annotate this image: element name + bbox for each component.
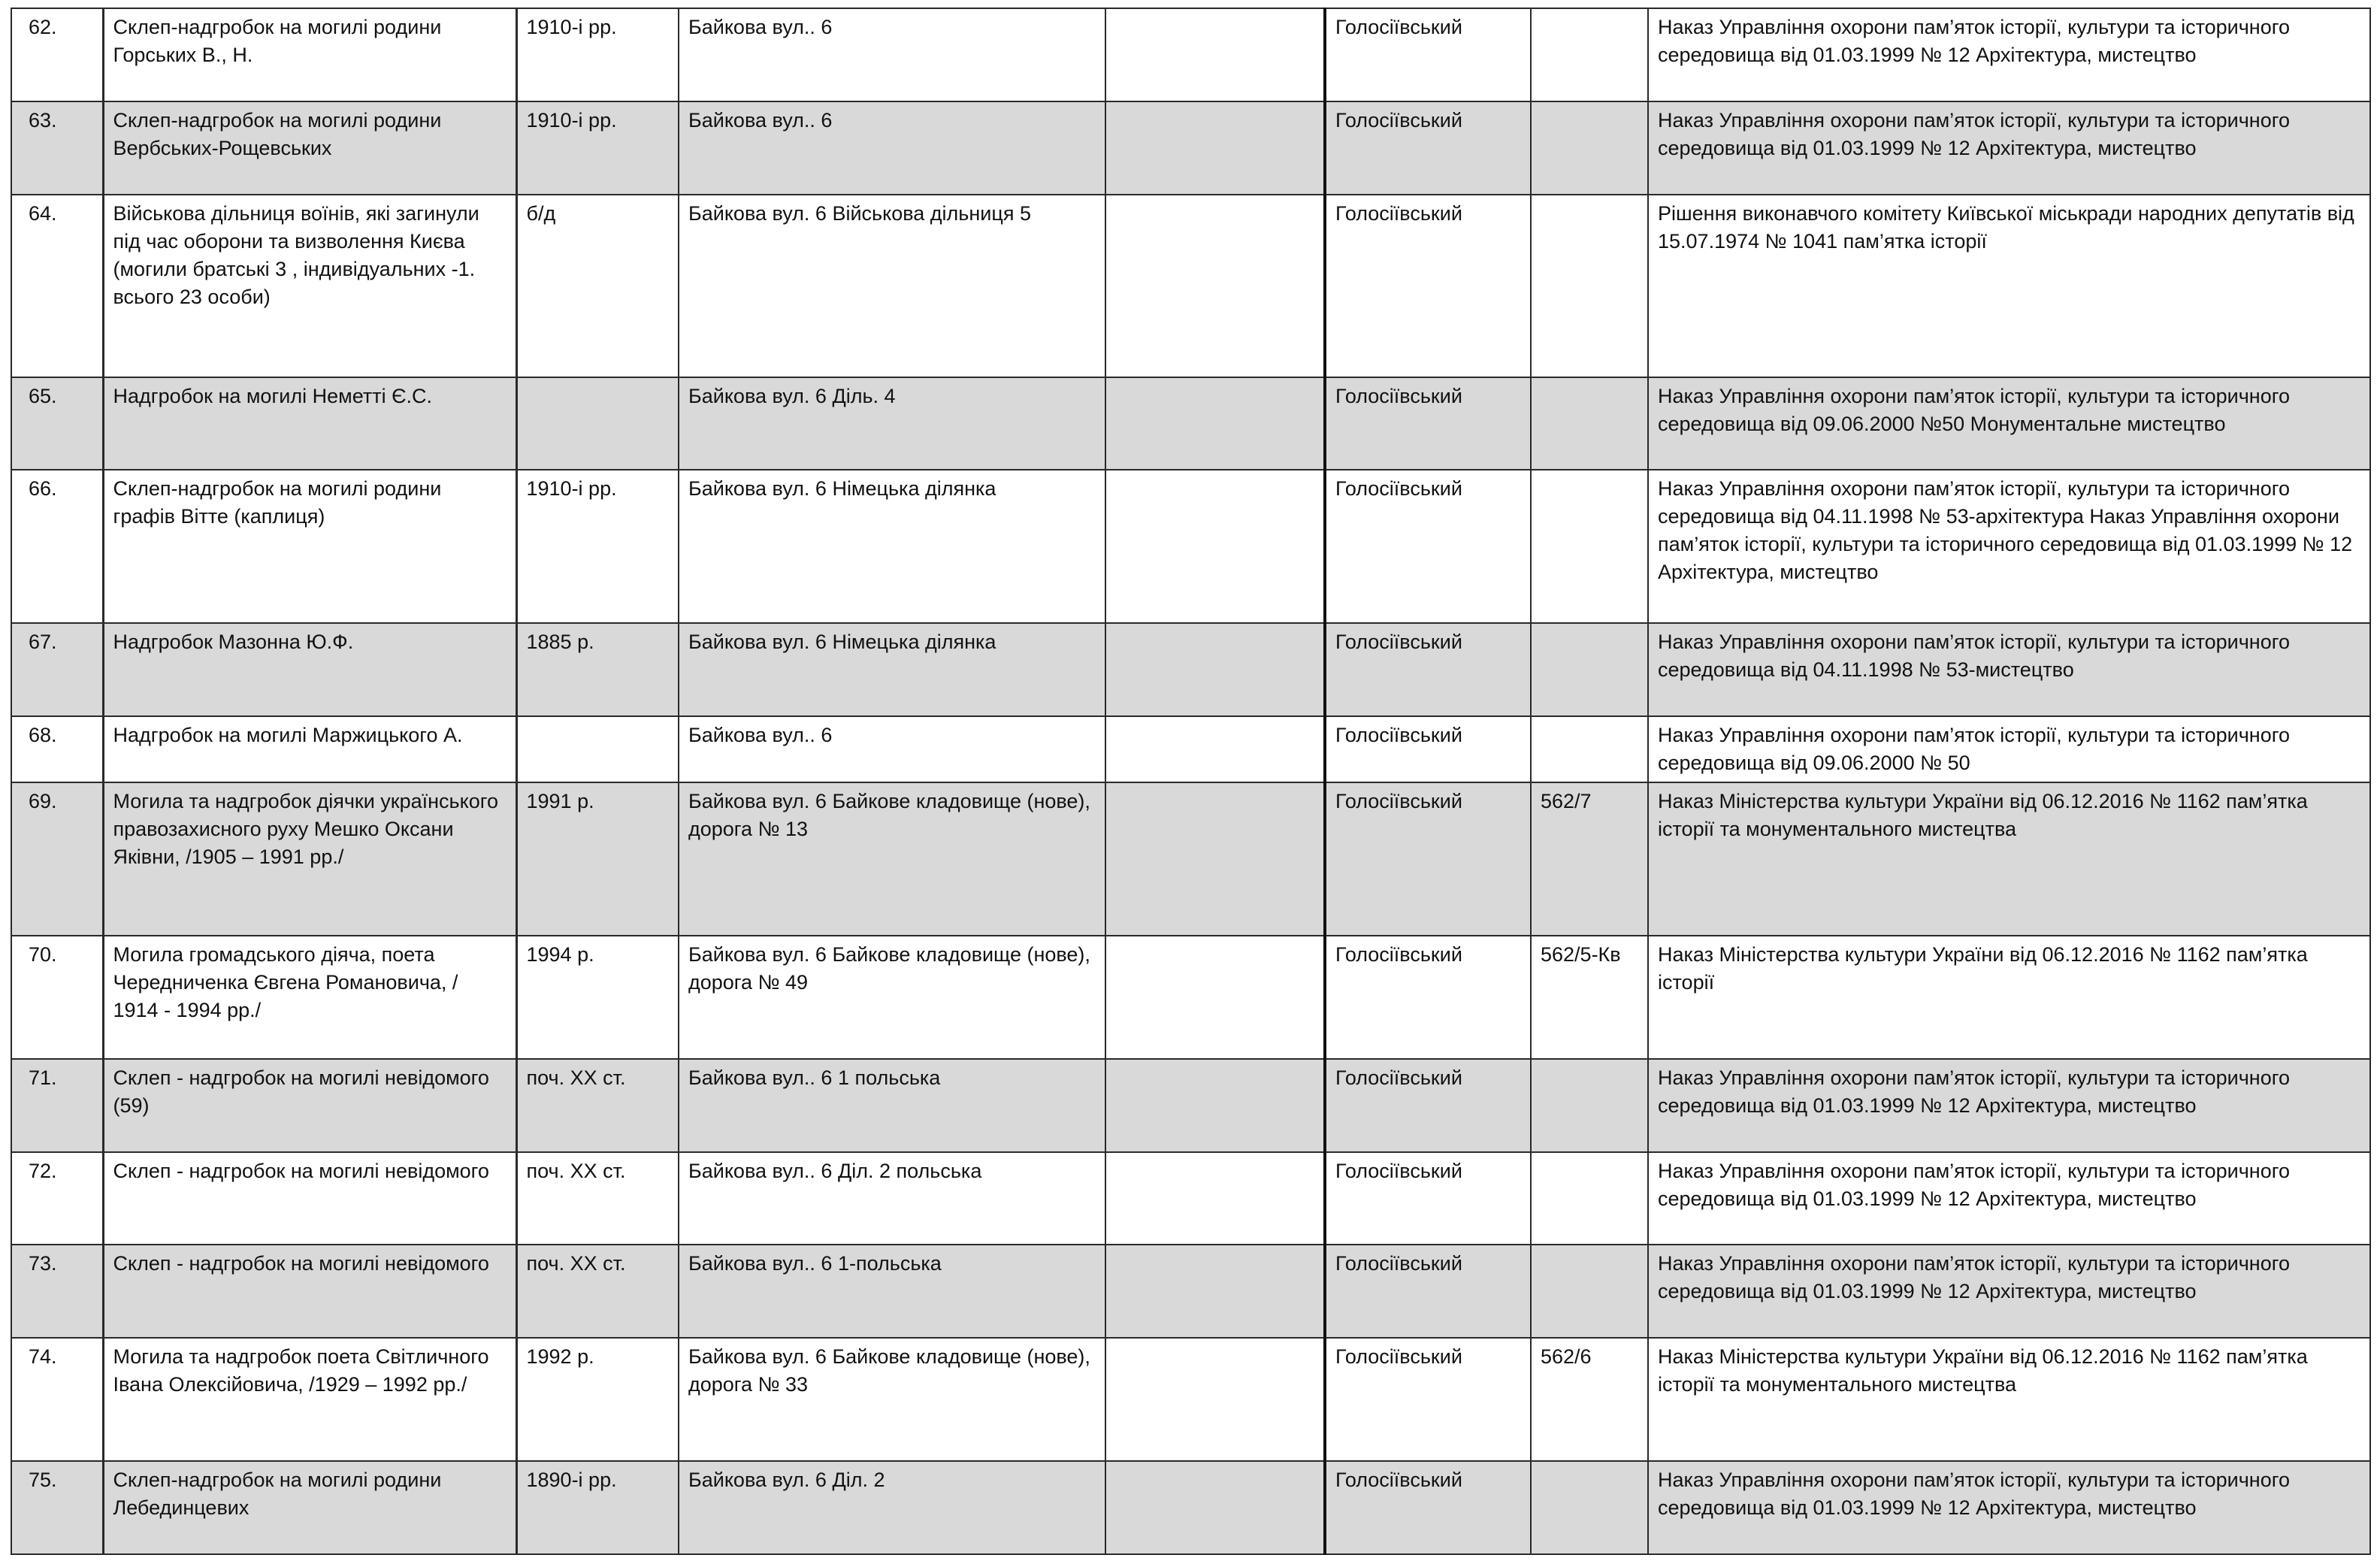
district-name: Голосіївський <box>1325 623 1531 716</box>
empty-cell <box>1105 1152 1325 1245</box>
monument-address: Байкова вул. 6 Байкове кладовище (нове), дорога № 49 <box>679 936 1105 1059</box>
protection-number: 562/7 <box>1531 782 1648 936</box>
row-number: 72. <box>11 1152 103 1245</box>
monument-name: Склеп-надгробок на могилі родини Лебединцевих <box>103 1461 516 1554</box>
empty-cell <box>1105 1338 1325 1461</box>
monument-date: 1890-і рр. <box>516 1461 679 1554</box>
legal-document: Наказ Управління охорони пам’яток історії, культури та історичного середовища від 01.03.1999 № 12 Архітектура, мистецтво <box>1648 1245 2370 1338</box>
protection-number <box>1531 1461 1648 1554</box>
table-row <box>11 101 2370 195</box>
monument-date: 1910-і рр. <box>516 8 679 101</box>
empty-cell <box>1105 1461 1325 1554</box>
protection-number <box>1531 195 1648 377</box>
monument-name: Надгробок на могилі Неметті Є.С. <box>103 377 516 470</box>
district-name: Голосіївський <box>1325 936 1531 1059</box>
legal-document: Наказ Управління охорони пам’яток історії, культури та історичного середовища від 09.06.2000 №50 Монументальне мистецтво <box>1648 377 2370 470</box>
empty-cell <box>1105 470 1325 623</box>
monument-name: Могила громадського діяча, поета Чередниченка Євгена Романовича, / 1914 - 1994 рр./ <box>103 936 516 1059</box>
district-name: Голосіївський <box>1325 101 1531 195</box>
row-number: 65. <box>11 377 103 470</box>
table-row <box>11 377 2370 470</box>
legal-document: Наказ Міністерства культури України від 06.12.2016 № 1162 пам’ятка історії та монументального мистецтва <box>1648 1338 2370 1461</box>
monument-address: Байкова вул. 6 Військова дільниця 5 <box>679 195 1105 377</box>
monument-name: Склеп-надгробок на могилі родини Вербських-Рощевських <box>103 101 516 195</box>
empty-cell <box>1105 716 1325 782</box>
row-number: 64. <box>11 195 103 377</box>
monument-date <box>516 716 679 782</box>
protection-number <box>1531 1059 1648 1152</box>
row-number: 71. <box>11 1059 103 1152</box>
table-row <box>11 936 2370 1059</box>
district-name: Голосіївський <box>1325 1338 1531 1461</box>
district-name: Голосіївський <box>1325 716 1531 782</box>
empty-cell <box>1105 782 1325 936</box>
monument-name: Надгробок Мазонна Ю.Ф. <box>103 623 516 716</box>
protection-number <box>1531 8 1648 101</box>
protection-number: 562/6 <box>1531 1338 1648 1461</box>
monument-name: Склеп-надгробок на могилі родини Горських В., Н. <box>103 8 516 101</box>
monument-date: 1910-і рр. <box>516 101 679 195</box>
table-row <box>11 716 2370 782</box>
row-number: 70. <box>11 936 103 1059</box>
legal-document: Рішення виконавчого комітету Київської міськради народних депутатів від 15.07.1974 № 1041 пам’ятка історії <box>1648 195 2370 377</box>
legal-document: Наказ Міністерства культури України від 06.12.2016 № 1162 пам’ятка історії <box>1648 936 2370 1059</box>
monument-name: Склеп - надгробок на могилі невідомого (59) <box>103 1059 516 1152</box>
row-number: 66. <box>11 470 103 623</box>
monument-address: Байкова вул. 6 Діль. 4 <box>679 377 1105 470</box>
table-row <box>11 1338 2370 1461</box>
monument-date: 1885 р. <box>516 623 679 716</box>
district-name: Голосіївський <box>1325 8 1531 101</box>
row-number: 68. <box>11 716 103 782</box>
monument-address: Байкова вул. 6 Німецька ділянка <box>679 470 1105 623</box>
legal-document: Наказ Управління охорони пам’яток історії, культури та історичного середовища від 01.03.1999 № 12 Архітектура, мистецтво <box>1648 1059 2370 1152</box>
table-row <box>11 1152 2370 1245</box>
monument-address: Байкова вул.. 6 <box>679 716 1105 782</box>
monument-address: Байкова вул.. 6 1-польська <box>679 1245 1105 1338</box>
legal-document: Наказ Управління охорони пам’яток історії, культури та історичного середовища від 04.11.1998 № 53-архітектура Наказ Управління охорони пам’яток історії, культури та історичного середовища від 01.03.1999 № 12 Архітектура, мистецтво <box>1648 470 2370 623</box>
protection-number <box>1531 470 1648 623</box>
district-name: Голосіївський <box>1325 782 1531 936</box>
monument-address: Байкова вул. 6 Німецька ділянка <box>679 623 1105 716</box>
row-number: 63. <box>11 101 103 195</box>
row-number: 62. <box>11 8 103 101</box>
legal-document: Наказ Управління охорони пам’яток історії, культури та історичного середовища від 09.06.2000 № 50 <box>1648 716 2370 782</box>
empty-cell <box>1105 8 1325 101</box>
protection-number <box>1531 623 1648 716</box>
row-number: 74. <box>11 1338 103 1461</box>
district-name: Голосіївський <box>1325 470 1531 623</box>
row-number: 75. <box>11 1461 103 1554</box>
district-name: Голосіївський <box>1325 195 1531 377</box>
monument-date <box>516 377 679 470</box>
row-number: 69. <box>11 782 103 936</box>
monument-address: Байкова вул. 6 Діл. 2 <box>679 1461 1105 1554</box>
monument-date: 1994 р. <box>516 936 679 1059</box>
district-name: Голосіївський <box>1325 1059 1531 1152</box>
table-row <box>11 782 2370 936</box>
empty-cell <box>1105 195 1325 377</box>
table-row <box>11 1245 2370 1338</box>
legal-document: Наказ Управління охорони пам’яток історії, культури та історичного середовища від 01.03.1999 № 12 Архітектура, мистецтво <box>1648 8 2370 101</box>
legal-document: Наказ Міністерства культури України від 06.12.2016 № 1162 пам’ятка історії та монументального мистецтва <box>1648 782 2370 936</box>
row-number: 67. <box>11 623 103 716</box>
protection-number <box>1531 1245 1648 1338</box>
district-name: Голосіївський <box>1325 1245 1531 1338</box>
table-row <box>11 195 2370 377</box>
table-body <box>11 8 2370 1554</box>
monument-address: Байкова вул.. 6 Діл. 2 польська <box>679 1152 1105 1245</box>
protection-number <box>1531 1152 1648 1245</box>
monument-date: 1991 р. <box>516 782 679 936</box>
monument-address: Байкова вул.. 6 1 польська <box>679 1059 1105 1152</box>
monument-address: Байкова вул. 6 Байкове кладовище (нове), дорога № 33 <box>679 1338 1105 1461</box>
monument-name: Могила та надгробок діячки українського правозахисного руху Мешко Оксани Яківни, /1905 – 1991 рр./ <box>103 782 516 936</box>
monument-name: Склеп - надгробок на могилі невідомого <box>103 1245 516 1338</box>
protection-number <box>1531 101 1648 195</box>
monument-address: Байкова вул. 6 Байкове кладовище (нове), дорога № 13 <box>679 782 1105 936</box>
empty-cell <box>1105 377 1325 470</box>
table-row <box>11 623 2370 716</box>
district-name: Голосіївський <box>1325 377 1531 470</box>
table-row <box>11 8 2370 101</box>
monument-date: поч. ХХ ст. <box>516 1152 679 1245</box>
empty-cell <box>1105 623 1325 716</box>
monument-name: Склеп-надгробок на могилі родини графів Вітте (каплиця) <box>103 470 516 623</box>
monument-address: Байкова вул.. 6 <box>679 8 1105 101</box>
monument-name: Військова дільниця воїнів, які загинули під час оборони та визволення Києва (могили братські 3 , індивідуальних -1. всього 23 особи) <box>103 195 516 377</box>
monument-date: 1910-і рр. <box>516 470 679 623</box>
table-row <box>11 1059 2370 1152</box>
protection-number <box>1531 716 1648 782</box>
table-row <box>11 1461 2370 1554</box>
monument-name: Надгробок на могилі Маржицького А. <box>103 716 516 782</box>
monument-address: Байкова вул.. 6 <box>679 101 1105 195</box>
monument-name: Могила та надгробок поета Світличного Івана Олексійовича, /1929 – 1992 рр./ <box>103 1338 516 1461</box>
monument-date: поч. ХХ ст. <box>516 1059 679 1152</box>
row-number: 73. <box>11 1245 103 1338</box>
empty-cell <box>1105 1245 1325 1338</box>
legal-document: Наказ Управління охорони пам’яток історії, культури та історичного середовища від 01.03.1999 № 12 Архітектура, мистецтво <box>1648 101 2370 195</box>
legal-document: Наказ Управління охорони пам’яток історії, культури та історичного середовища від 01.03.1999 № 12 Архітектура, мистецтво <box>1648 1461 2370 1554</box>
district-name: Голосіївський <box>1325 1461 1531 1554</box>
legal-document: Наказ Управління охорони пам’яток історії, культури та історичного середовища від 04.11.1998 № 53-мистецтво <box>1648 623 2370 716</box>
monument-date: 1992 р. <box>516 1338 679 1461</box>
monument-date: поч. ХХ ст. <box>516 1245 679 1338</box>
empty-cell <box>1105 1059 1325 1152</box>
table-row <box>11 470 2370 623</box>
monument-name: Склеп - надгробок на могилі невідомого <box>103 1152 516 1245</box>
protection-number: 562/5-Кв <box>1531 936 1648 1059</box>
legal-document: Наказ Управління охорони пам’яток історії, культури та історичного середовища від 01.03.1999 № 12 Архітектура, мистецтво <box>1648 1152 2370 1245</box>
empty-cell <box>1105 101 1325 195</box>
protection-number <box>1531 377 1648 470</box>
monuments-table <box>11 8 2371 1555</box>
empty-cell <box>1105 936 1325 1059</box>
monument-date: б/д <box>516 195 679 377</box>
district-name: Голосіївський <box>1325 1152 1531 1245</box>
